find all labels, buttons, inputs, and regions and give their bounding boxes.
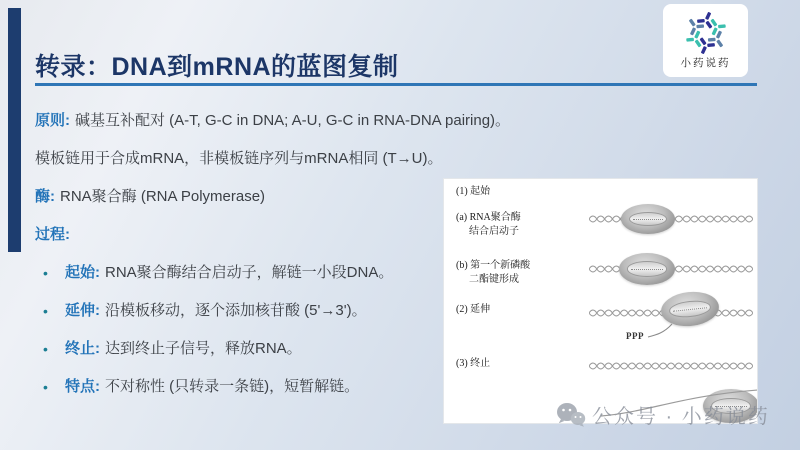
bullet-text: RNA聚合酶结合启动子，解链一小段DNA。 [105,264,394,281]
ppp-connector-line [648,324,672,337]
title-underline [35,83,757,86]
brand-logo-text: 小药说药 [680,57,731,69]
wechat-icon [556,402,586,428]
bullet-text: 沿模板移动，逐个添加核苷酸 (5'→3')。 [105,302,367,319]
bullet-icon: • [43,379,48,395]
bullet-icon: • [43,341,48,357]
line-text: 模板链用于合成mRNA，非模板链序列与mRNA相同 (T→U)。 [35,150,443,167]
rna-polymerase-blob-a [621,204,675,234]
page-title: 转录：DNA到mRNA的蓝图复制 [35,53,399,81]
dna-helix-termination [589,359,753,373]
line-text: RNA聚合酶 (RNA Polymerase) [60,188,266,205]
keyword: 原则: [35,112,70,129]
watermark [556,400,770,429]
keyword: 延伸: [65,302,100,319]
watermark-text: 公众号 · 小药说药 [592,406,770,428]
bullet-text: 达到终止子信号，释放RNA。 [105,340,302,357]
keyword: 过程: [35,226,70,243]
template-strand-line [35,147,595,171]
bullet-text: 不对称性 (只转录一条链)，短暂解链。 [105,378,360,395]
line-text: 碱基互补配对 (A-T, G-C in DNA; A-U, G-C in RNA-DNA pairing)。 [75,112,511,129]
bullet-icon: • [43,265,48,281]
keyword: 特点: [65,378,100,395]
bullet-icon: • [43,303,48,319]
diagram-label-elongation: (2) 延伸 [456,304,491,315]
left-accent-bar [8,8,21,252]
rna-polymerase-blob-elongation [659,289,720,329]
brand-logo [663,4,748,77]
keyword: 终止: [65,340,100,357]
keyword: 起始: [65,264,100,281]
keyword: 酶: [35,188,55,205]
ppp-label: PPP [626,331,644,341]
principle-line [35,109,595,133]
rna-polymerase-blob-b [619,253,675,285]
diagram-label-termination: (3) 终止 [456,358,491,369]
diagram-label-first-bond: (b) 第一个新磷酸 二酯键形成 [456,260,531,285]
diagram-label-polymerase-binds: (a) RNA聚合酶 结合启动子 [456,212,521,237]
hexagon-molecule-logo-icon [683,12,729,54]
transcription-diagram-panel [443,178,758,424]
diagram-label-initiation: (1) 起始 [456,186,491,197]
